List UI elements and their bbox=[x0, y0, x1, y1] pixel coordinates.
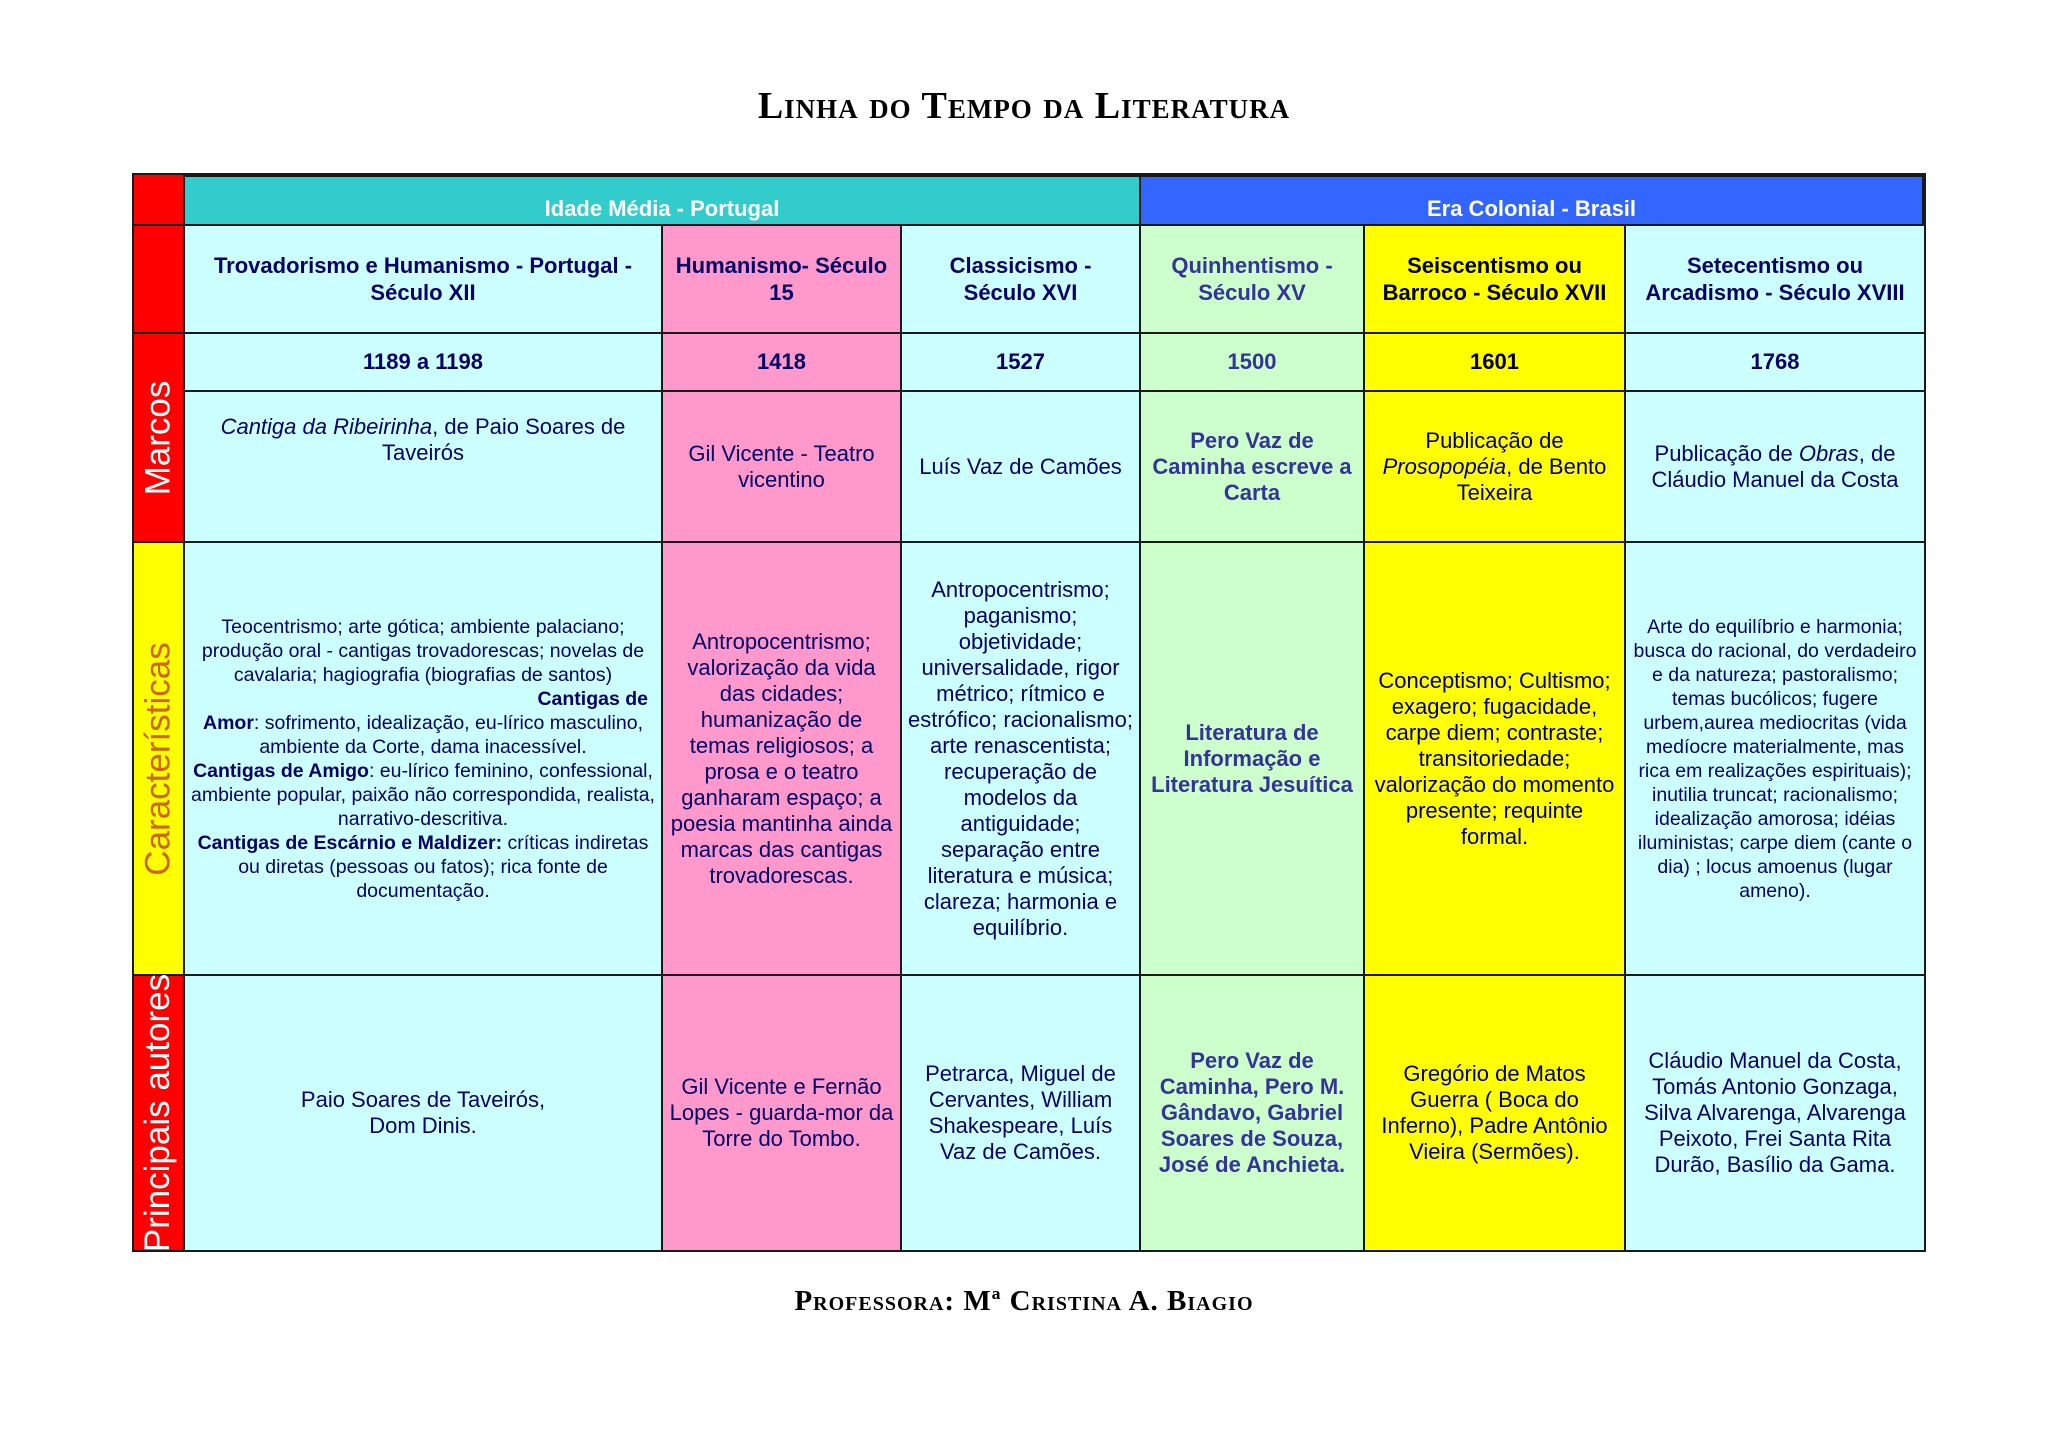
authors-trovadorismo: Paio Soares de Taveirós, Dom Dinis. bbox=[183, 974, 663, 1252]
footer-professor: Professora: Mª Cristina A. Biagio bbox=[794, 1285, 1254, 1317]
chars-humanismo: Antropocentrismo; valorização da vida das cidades; humanização de temas religiosos; a prosa e o teatro ganharam espaço; a poesia mantinha ainda marcas das cantigas trovadorescas. bbox=[661, 541, 902, 976]
page-title: Linha do Tempo da Literatura bbox=[757, 85, 1291, 127]
side-period-header bbox=[132, 224, 185, 334]
marco-humanismo: Gil Vicente - Teatro vicentino bbox=[661, 390, 902, 543]
chars-trovadorismo: Teocentrismo; arte gótica; ambiente palaciano; produção oral - cantigas trovadorescas; novelas de cavalaria; hagiografia (biografias de santos) Cantigas de Amor: sofrimento, idealização, eu-lírico masculino, ambiente da Corte, dama inacessível. Cantigas de Amigo: eu-lírico feminino, confessional, ambiente popular, paixão não correspondida, realista, narrativo-descritiva. Cantigas de Escárnio e Maldizer: críticas indiretas ou diretas (pessoas ou fatos); rica fonte de documentação. bbox=[183, 541, 663, 976]
marco-setecentismo: Publicação de Obras, de Cláudio Manuel da Costa bbox=[1624, 390, 1926, 543]
era-band-era-colonial: Era Colonial - Brasil bbox=[1139, 173, 1926, 226]
marco-seiscentismo: Publicação de Prosopopéia, de Bento Teixeira bbox=[1363, 390, 1626, 543]
authors-quinhentismo: Pero Vaz de Caminha, Pero M. Gândavo, Gabriel Soares de Souza, José de Anchieta. bbox=[1139, 974, 1365, 1252]
date-quinhentismo: 1500 bbox=[1139, 332, 1365, 392]
side-label-autores: Principais autores bbox=[132, 974, 185, 1252]
side-corner bbox=[132, 173, 185, 226]
chars-seiscentismo: Conceptismo; Cultismo; exagero; fugacidade, carpe diem; contraste; transitoriedade; valorização do momento presente; requinte formal. bbox=[1363, 541, 1626, 976]
period-header-seiscentismo: Seiscentismo ou Barroco - Século XVII bbox=[1363, 224, 1626, 334]
date-humanismo: 1418 bbox=[661, 332, 902, 392]
period-header-classicismo: Classicismo - Século XVI bbox=[900, 224, 1141, 334]
period-header-trovadorismo: Trovadorismo e Humanismo - Portugal - Século XII bbox=[183, 224, 663, 334]
side-label-marcos: Marcos bbox=[132, 332, 185, 543]
marco-quinhentismo: Pero Vaz de Caminha escreve a Carta bbox=[1139, 390, 1365, 543]
period-header-humanismo: Humanismo- Século 15 bbox=[661, 224, 902, 334]
authors-classicismo: Petrarca, Miguel de Cervantes, William Shakespeare, Luís Vaz de Camões. bbox=[900, 974, 1141, 1252]
marco-classicismo: Luís Vaz de Camões bbox=[900, 390, 1141, 543]
date-classicismo: 1527 bbox=[900, 332, 1141, 392]
era-band-idade-media: Idade Média - Portugal bbox=[183, 173, 1141, 226]
marco-trovadorismo: Cantiga da Ribeirinha, de Paio Soares de Taveirós bbox=[183, 390, 663, 543]
chars-classicismo: Antropocentrismo; paganismo; objetividade; universalidade, rigor métrico; rítmico e estrófico; racionalismo; arte renascentista; recuperação de modelos da antiguidade; separação entre literatura e música; clareza; harmonia e equilíbrio. bbox=[900, 541, 1141, 976]
side-label-caracteristicas: Características bbox=[132, 541, 185, 976]
period-header-setecentismo: Setecentismo ou Arcadismo - Século XVIII bbox=[1624, 224, 1926, 334]
date-seiscentismo: 1601 bbox=[1363, 332, 1626, 392]
chars-setecentismo: Arte do equilíbrio e harmonia; busca do racional, do verdadeiro e da natureza; pastoralismo; temas bucólicos; fugere urbem,aurea mediocritas (vida medíocre materialmente, mas rica em realizações espirituais); inutilia truncat; racionalismo; idealização amorosa; idéias iluministas; carpe diem (cante o dia) ; locus amoenus (lugar ameno). bbox=[1624, 541, 1926, 976]
authors-seiscentismo: Gregório de Matos Guerra ( Boca do Inferno), Padre Antônio Vieira (Sermões). bbox=[1363, 974, 1626, 1252]
date-setecentismo: 1768 bbox=[1624, 332, 1926, 392]
chars-quinhentismo: Literatura de Informação e Literatura Jesuítica bbox=[1139, 541, 1365, 976]
authors-setecentismo: Cláudio Manuel da Costa, Tomás Antonio Gonzaga, Silva Alvarenga, Alvarenga Peixoto, Frei Santa Rita Durão, Basílio da Gama. bbox=[1624, 974, 1926, 1252]
authors-humanismo: Gil Vicente e Fernão Lopes - guarda-mor da Torre do Tombo. bbox=[661, 974, 902, 1252]
date-trovadorismo: 1189 a 1198 bbox=[183, 332, 663, 392]
period-header-quinhentismo: Quinhentismo - Século XV bbox=[1139, 224, 1365, 334]
